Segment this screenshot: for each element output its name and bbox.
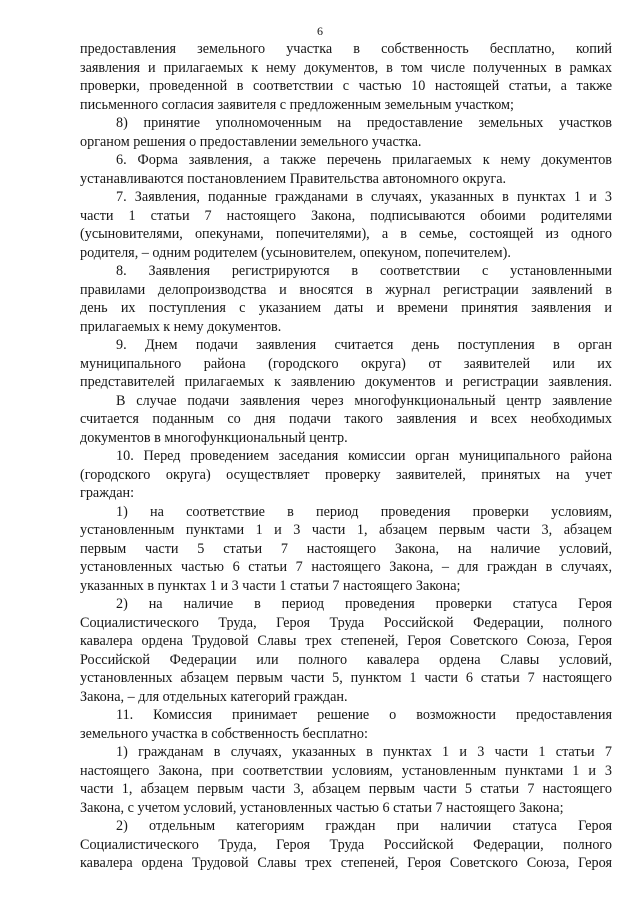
text-line: Социалистического Труда, Героя Труда Российской Федерации, полного [80, 614, 612, 631]
text-line: Социалистического Труда, Героя Труда Российской Федерации, полного [80, 836, 612, 853]
text-line: установленных абзацем первым части 5, пунктом 1 части 6 статьи 7 настоящего [80, 670, 612, 686]
text-line: правилами делопроизводства и вносятся в журнал регистрации заявлений в [80, 281, 612, 298]
text-line: 8. Заявления регистрируются в соответствии с установленными [116, 263, 612, 279]
text-line: представителей прилагаемых к заявлению документов и регистрации заявления. [80, 374, 612, 390]
text-line: проверки, проведенной в соответствии с частью 10 настоящей статьи, а также [80, 78, 612, 94]
text-line: прилагаемых к нему документов. [80, 318, 282, 335]
text-line: документов в многофункциональный центр. [80, 429, 348, 446]
text-line: 6. Форма заявления, а также перечень прилагаемых к нему документов [116, 152, 612, 168]
document-body [80, 40, 612, 873]
text-line: (городского округа) осуществляет проверку заявителей, принятых на учет [80, 466, 612, 483]
text-line: настоящего Закона, при соответствии условиям, установленным пунктами 1 и 3 [80, 762, 612, 779]
text-line: родителя, – одним родителем (усыновителем, опекуном, попечителем). [80, 244, 511, 261]
text-line: Закона, – для отдельных категорий граждан. [80, 688, 348, 705]
text-line: установленных частью 6 статьи 7 настоящего Закона, – для граждан в случаях, [80, 559, 612, 575]
text-line: устанавливаются постановлением Правительства автономного округа. [80, 170, 507, 187]
text-line: кавалера ордена Трудовой Славы трех степеней, Героя Советского Союза, Героя [80, 633, 612, 649]
page-number: 6 [317, 24, 323, 38]
text-line: (усыновителями, опекунами, попечителями), а в семье, состоящей из одного [80, 226, 612, 242]
text-line: установленным пунктами 1 и 3 части 1, абзацем первым части 3, абзацем [80, 522, 612, 538]
text-line: первым части 5 статьи 7 настоящего Закона, на наличие условий, [80, 540, 612, 557]
text-line: 10. Перед проведением заседания комиссии орган муниципального района [116, 448, 612, 464]
text-line: Закона, с учетом условий, установленных частью 6 статьи 7 настоящего Закона; [80, 799, 564, 816]
text-line: считается поданным со дня подачи такого заявления и всех необходимых [80, 411, 612, 427]
text-line: Российской Федерации или полного кавалера ордена Славы условий, [80, 651, 612, 668]
text-line: части 1, абзацем первым части 3, абзацем первым части 5 статьи 7 настоящего [80, 781, 612, 797]
text-line: 2) на наличие в период проведения проверки статуса Героя [116, 596, 612, 612]
text-line: письменного согласия заявителя с предложенным земельным участком; [80, 96, 514, 113]
text-line: 1) на соответствие в период проведения проверки условиям, [116, 503, 612, 520]
text-line: 1) гражданам в случаях, указанных в пунктах 1 и 3 части 1 статьи 7 [116, 744, 612, 760]
text-line: части 1 статьи 7 настоящего Закона, подписываются обоими родителями [80, 207, 612, 224]
text-line: граждан: [80, 485, 135, 501]
text-line: В случае подачи заявления через многофункциональный центр заявление [116, 392, 612, 409]
text-line: 9. Днем подачи заявления считается день поступления в орган [116, 337, 612, 353]
text-line: заявления и прилагаемых к нему документов, в том числе полученных в рамках [80, 59, 612, 76]
text-line: кавалера ордена Трудовой Славы трех степеней, Героя Советского Союза, Героя [80, 855, 612, 871]
text-line: 7. Заявления, поданные гражданами в случаях, указанных в пунктах 1 и 3 [116, 189, 612, 205]
text-line: земельного участка в собственность бесплатно: [80, 725, 368, 742]
text-line: 11. Комиссия принимает решение о возможности предоставления [116, 707, 612, 723]
text-line: 2) отдельным категориям граждан при наличии статуса Героя [116, 818, 612, 834]
text-line: день их поступления с указанием даты и времени принятия заявления и [80, 300, 612, 316]
text-line: предоставления земельного участка в собственность бесплатно, копий [80, 41, 612, 57]
text-line: органом решения о предоставлении земельного участка. [80, 133, 422, 150]
text-line: муниципального района (городского округа) от заявителей или их [80, 355, 612, 372]
text-line: 8) принятие уполномоченным на предоставление земельных участков [116, 115, 612, 131]
text-line: указанных в пунктах 1 и 3 части 1 статьи 7 настоящего Закона; [80, 577, 461, 594]
